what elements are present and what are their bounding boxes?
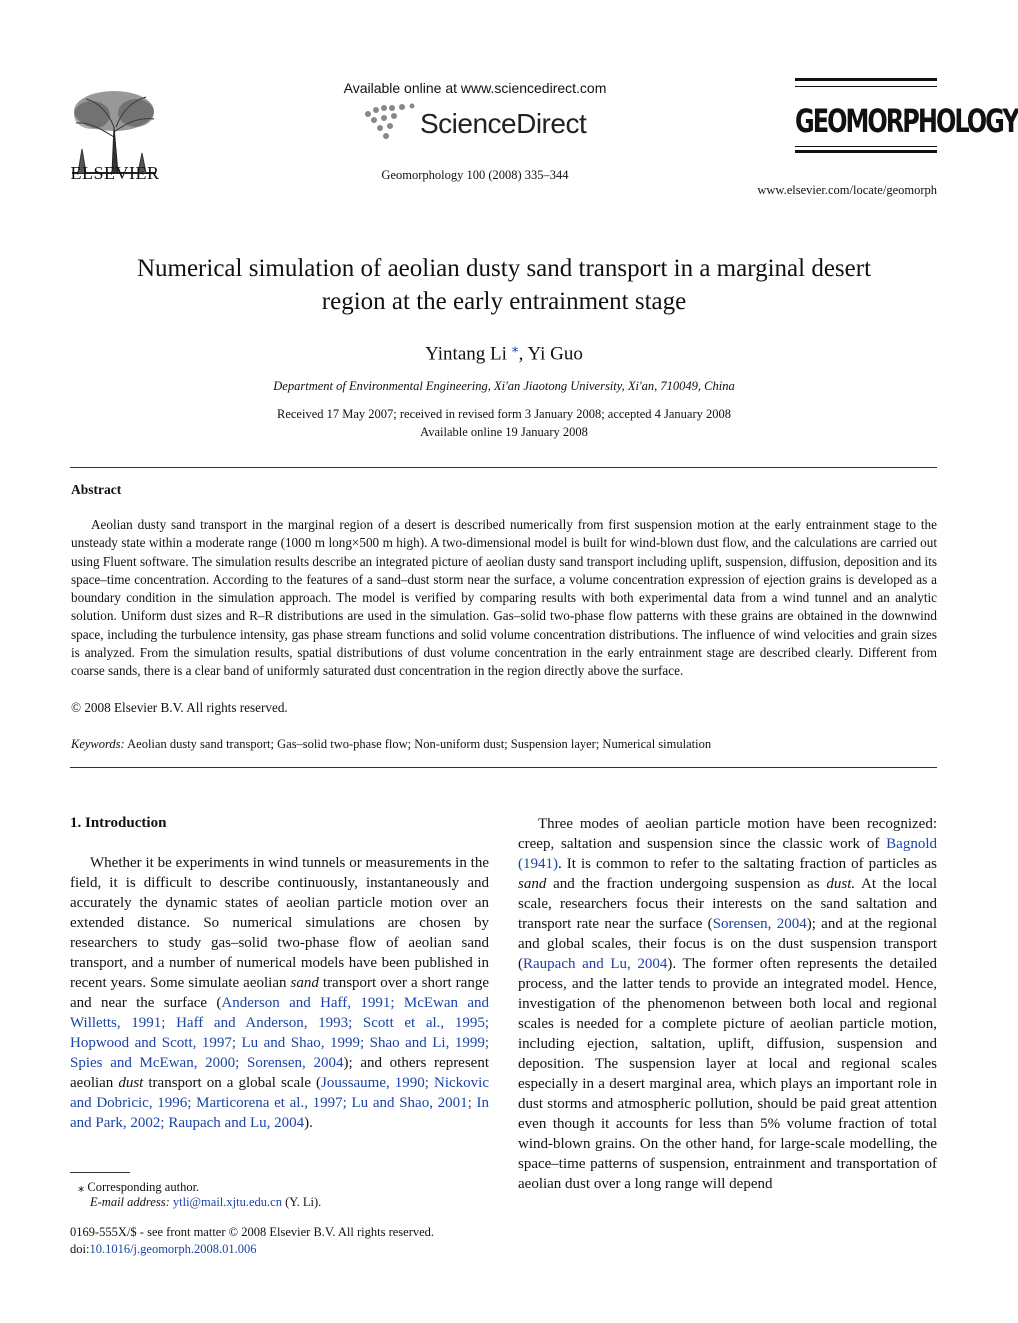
divider [70, 767, 937, 768]
footnote-rule [70, 1172, 130, 1173]
corresponding-author-note: ⁎ Corresponding author. [78, 1180, 200, 1194]
section-heading: 1. Introduction [70, 815, 167, 831]
abstract-copyright: © 2008 Elsevier B.V. All rights reserved. [71, 700, 288, 715]
author-list [70, 340, 938, 365]
journal-logo-rule [795, 78, 937, 81]
author-name: , Yi Guo [518, 343, 583, 365]
email-note: E-mail address: ytli@mail.xjtu.edu.cn (Y. Li). [90, 1195, 322, 1209]
intro-paragraph-left: Whether it be experiments in wind tunnels or measurements in the field, it is difficult to describe continuously, instantaneously and accurately the dynamic states of aeolian particle motion over an extended distance. So numerical simulations are chosen by researchers to study gas–solid two-phase flow of aeolian sand transport, and a number of numerical models have been published in recent years. Some simulate aeolian sand transport over a short range and near the surface (Anderson and Haff, 1991; McEwan and Willetts, 1991; Haff and Anderson, 1993; Scott et al., 1995; Hopwood and Scott, 1997; Lu and Shao, 1999; Shao and Li, 1999; Spies and McEwan, 2000; Sorensen, 2004); and others represent aeolian dust transport on a global scale (Joussaume, 1990; Nickovic and Dobricic, 1996; Marticorena et al., 1997; Lu and Shao, 2001; In and Park, 2002; Raupach and Lu, 2004). [70, 855, 490, 1131]
journal-logo-rule [795, 86, 937, 87]
publisher-name: ELSEVIER [70, 163, 160, 183]
corresponding-mark: ⁎ [78, 1180, 85, 1194]
journal-citation: Geomorphology 100 (2008) 335–344 [381, 168, 569, 182]
corresponding-author-mark[interactable]: ⁎ [511, 341, 519, 356]
title-line-1: Numerical simulation of aeolian dusty sand transport in a marginal desert [136, 255, 872, 282]
keywords [71, 737, 937, 752]
keywords-label: Keywords: [71, 737, 125, 751]
reference-link[interactable]: Bagnold (1941) [518, 836, 937, 872]
journal-url[interactable]: www.elsevier.com/locate/geomorph [757, 183, 937, 197]
author-name: Yintang Li [425, 343, 507, 365]
reference-link[interactable]: Raupach and Lu, 2004 [523, 956, 668, 972]
reference-link[interactable]: Joussaume, 1990; Nickovic and Dobricic, 1996; Marticorena et al., 1997; Lu and Shao, 2001; In and Park, 2002; Raupach and Lu, 2004 [70, 1075, 489, 1131]
article-title [70, 252, 938, 318]
intro-paragraph-right: Three modes of aeolian particle motion have been recognized: creep, saltation and suspension since the classic work of Bagnold (1941). It is common to refer to the saltating fraction of particles as sand and the fraction undergoing suspension as dust. At the local scale, researchers focus their interests on the sand saltation and transport rate near the surface (Sorensen, 2004); and at the regional and global scales, their focus is on the dust suspension transport (Raupach and Lu, 2004). The former often represents the detailed process, and the latter tends to provide an integrated model. Hence, investigation of the phenomenon between both local and regional scales is needed for a complete picture of aeolian particle motion, including ejection, saltation, uplift, diffusion, suspension and deposition. The suspension layer at local and regional scales especially in a desert marginal area, which plays an important role in dust storms and atmospheric pollution, should be paid great attention even though it accounts for less than 5% volume fraction of total wind-blown grains. On the other hand, for large-scale modelling, the space–time patterns of suspension, entrainment and transportation of aeolian dust over a long range will depend [518, 816, 937, 1192]
available-date: Available online 19 January 2008 [420, 425, 588, 439]
email-label: E-mail address: [90, 1195, 170, 1209]
received-dates: Received 17 May 2007; received in revised form 3 January 2008; accepted 4 January 2008 [276, 407, 732, 421]
affiliation: Department of Environmental Engineering, Xi'an Jiaotong University, Xi'an, 710049, China [273, 379, 735, 393]
keywords-list: Aeolian dusty sand transport; Gas–solid two-phase flow; Non-uniform dust; Suspension layer; Numerical simulation [124, 737, 712, 751]
article-history [70, 405, 938, 441]
abstract-heading: Abstract [71, 482, 122, 497]
reference-link[interactable]: Anderson and Haff, 1991; McEwan and Willetts, 1991; Haff and Anderson, 1993; Scott et al., 1995; Hopwood and Scott, 1997; Lu and Shao, 1999; Shao and Li, 1999; Spies and McEwan, 2000; Sorensen, 2004 [70, 995, 489, 1071]
abstract-text: Aeolian dusty sand transport in the marginal region of a desert is described numerically from first suspension motion at the early entrainment stage to the unsteady state within a moderate range (1000 m long×500 m high). A two-dimensional model is built for wind-blown dust flow, and the calculations are carried out using Fluent software. The simulation results describe an integrated picture of aeolian dusty sand transport including uplift, suspension, diffusion, deposition and its space–time concentration. According to the features of a sand–dust storm near the surface, a volume concentration expression of ejection grains is developed as a boundary condition in the simulation approach. The model is verified by comparing results with both experimental data from a wind tunnel and an analytic solution. Uniform dust sizes and R–R distributions are used in the simulation. Gas–solid two-phase flow patterns with these grains are obtained in the downwind space, including the turbulence intensity, gas phase stream functions and solid volume concentration distributions. The influence of wind velocities and grain sizes is analyzed. From the simulation results, spatial distributions of dust volume concentration in the early entrainment stage are described clearly. Different from coarse sands, there is a clear band of uniformly saturated dust concentration in the region directly above the surface. [71, 517, 937, 679]
journal-logo-text: GEOMORPHOLOGY [795, 102, 1018, 140]
available-online-text: Available online at www.sciencedirect.com [343, 80, 607, 96]
reference-link[interactable]: Sorensen, 2004 [712, 916, 807, 932]
email-link[interactable]: ytli@mail.xjtu.edu.cn [172, 1195, 282, 1209]
journal-logo-rule [795, 146, 937, 147]
journal-logo-rule [795, 150, 937, 153]
issn-line: 0169-555X/$ - see front matter © 2008 Elsevier B.V. All rights reserved. [70, 1225, 435, 1239]
doi-link[interactable]: 10.1016/j.geomorph.2008.01.006 [89, 1242, 257, 1256]
sciencedirect-logo-text: ScienceDirect [420, 108, 587, 139]
title-line-2: region at the early entrainment stage [321, 288, 687, 315]
sciencedirect-dots-icon [362, 104, 418, 140]
divider [70, 467, 937, 468]
doi-line: doi:10.1016/j.geomorph.2008.01.006 [70, 1242, 257, 1256]
